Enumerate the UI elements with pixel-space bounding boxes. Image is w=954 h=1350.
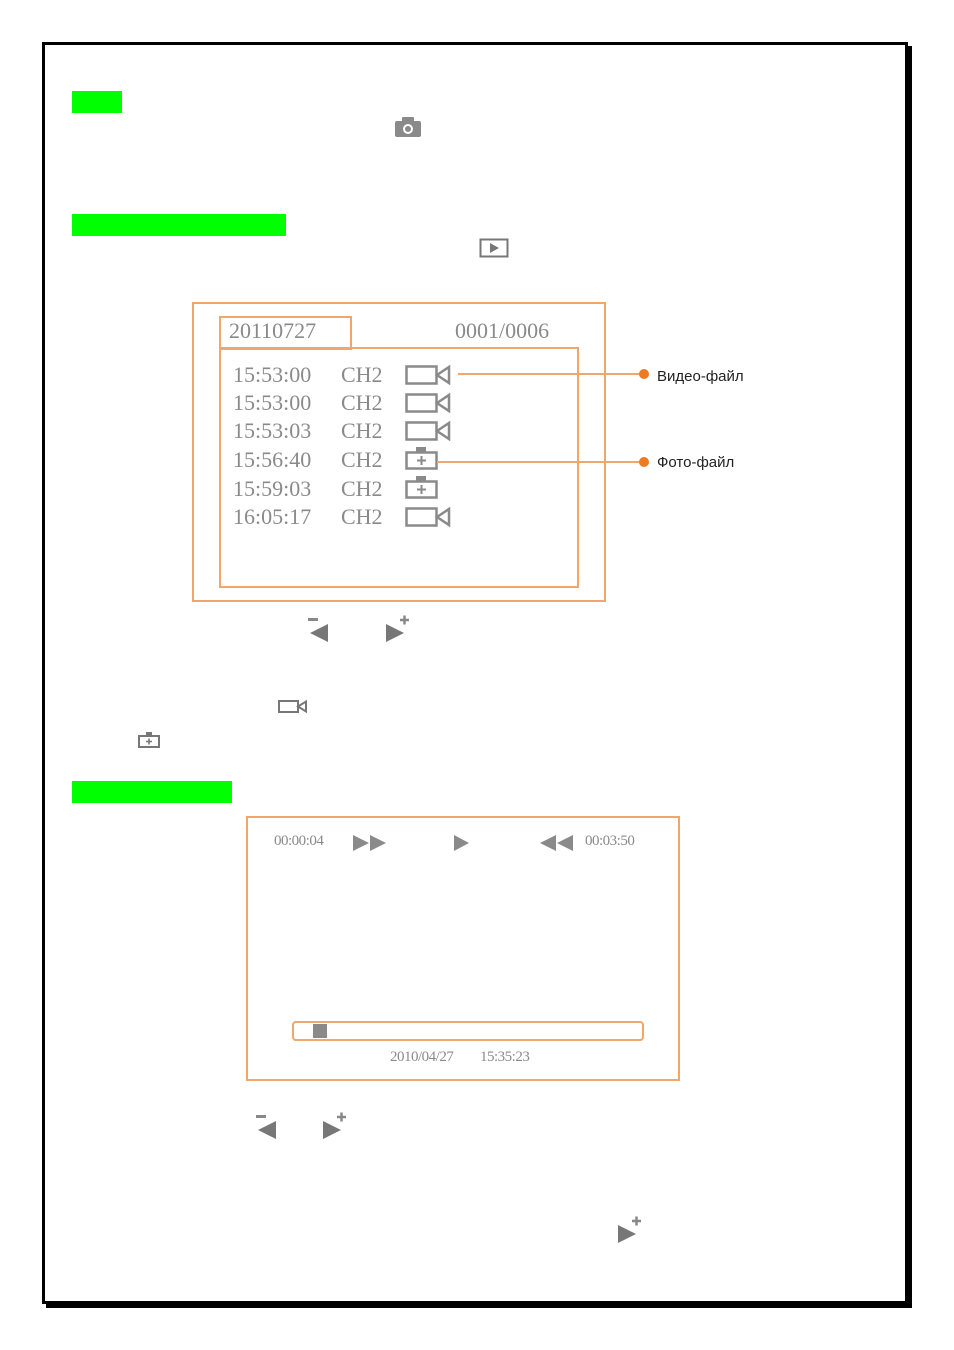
video-file-leader	[458, 373, 644, 375]
fast-forward-icon[interactable]	[351, 833, 389, 853]
video-icon	[405, 364, 451, 386]
file-channel: CH2	[341, 390, 383, 415]
file-time: 16:05:17	[233, 504, 312, 529]
next-button-icon[interactable]	[383, 614, 411, 644]
heading-highlight-1	[72, 91, 122, 113]
video-icon	[405, 392, 451, 414]
file-time: 15:53:00	[233, 362, 312, 387]
video-icon	[405, 506, 451, 528]
file-channel: CH2	[341, 476, 383, 501]
progress-handle[interactable]	[313, 1024, 327, 1038]
previous-button-icon[interactable]	[306, 616, 332, 644]
heading-highlight-3	[72, 781, 232, 803]
remaining-time: 00:03:50	[585, 833, 635, 849]
video-icon	[405, 420, 451, 442]
file-channel: CH2	[341, 447, 383, 472]
file-time: 15:56:40	[233, 447, 312, 472]
heading-highlight-2	[72, 214, 286, 236]
progress-bar[interactable]	[292, 1021, 644, 1041]
video-icon	[278, 699, 308, 715]
previous-button-icon[interactable]	[254, 1113, 280, 1141]
next-button-icon	[615, 1215, 643, 1245]
file-channel: CH2	[341, 362, 383, 387]
file-time: 15:53:00	[233, 390, 312, 415]
video-file-marker	[639, 369, 649, 379]
rewind-icon[interactable]	[537, 833, 575, 853]
next-button-icon[interactable]	[320, 1111, 348, 1141]
file-channel: CH2	[341, 418, 383, 443]
photo-file-marker	[639, 457, 649, 467]
photo-file-label: Фото-файл	[657, 454, 735, 471]
file-time: 15:53:03	[233, 418, 312, 443]
camera-icon	[394, 116, 422, 138]
elapsed-time: 00:00:04	[274, 833, 324, 849]
photo-icon	[405, 446, 439, 470]
photo-icon	[405, 475, 439, 499]
file-channel: CH2	[341, 504, 383, 529]
play-icon[interactable]	[451, 833, 471, 853]
recording-time: 15:35:23	[480, 1049, 530, 1065]
file-list	[233, 362, 473, 542]
photo-icon	[138, 731, 162, 749]
playback-icon	[479, 237, 509, 259]
photo-file-leader	[437, 461, 644, 463]
recording-date: 2010/04/27	[390, 1049, 454, 1065]
list-counter: 0001/0006	[455, 318, 550, 343]
video-player-screen	[246, 816, 680, 1081]
video-file-label: Видео-файл	[657, 368, 744, 385]
file-time: 15:59:03	[233, 476, 312, 501]
list-date: 20110727	[229, 318, 317, 343]
